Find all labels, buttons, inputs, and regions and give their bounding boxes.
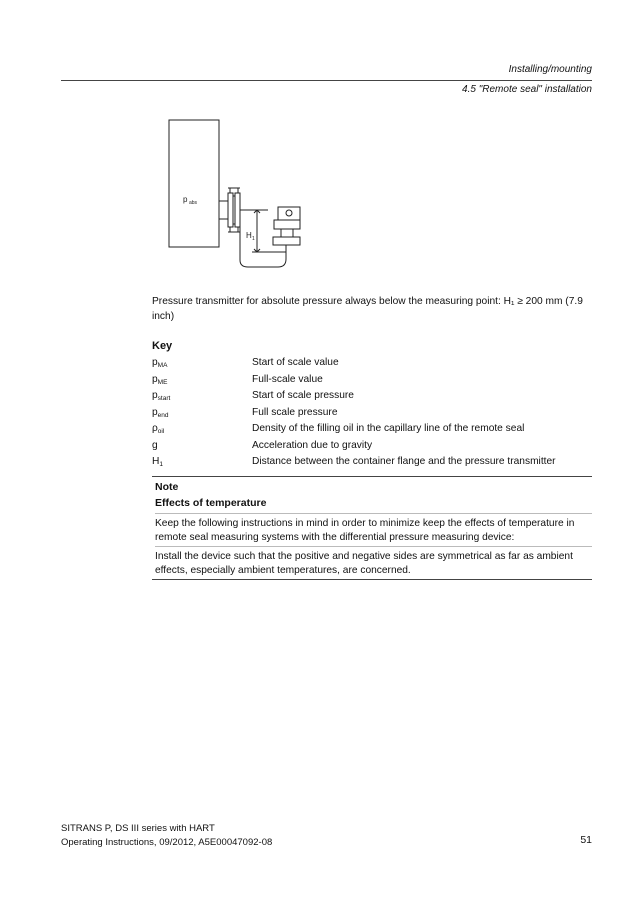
key-symbol: $p_{start}$ xyxy=(152,390,171,402)
key-row xyxy=(152,440,592,457)
header-section-title: Installing/mounting xyxy=(508,64,592,75)
key-symbol: $p_{MA}$ xyxy=(152,357,168,369)
note-divider xyxy=(155,546,592,547)
h1-label-sub: 1 xyxy=(252,236,255,242)
note-label: Note xyxy=(155,481,179,493)
key-symbol: $\rho_{oil}$ xyxy=(152,423,165,435)
key-row xyxy=(152,423,592,440)
key-description: Acceleration due to gravity xyxy=(252,439,373,451)
note-paragraph: Install the device such that the positive and negative sides are symmetrical as far as ambient effects, especially ambient temperatures, are concerned. xyxy=(155,551,573,576)
footer-product: SITRANS P, DS III series with HART xyxy=(61,823,215,834)
key-description: Density of the filling oil in the capillary line of the remote seal xyxy=(252,423,525,434)
note-top-rule xyxy=(152,476,592,477)
figure-caption: Pressure transmitter for absolute pressure always below the measuring point: H₁ ≥ 200 mm (7.9 inch) xyxy=(152,296,583,322)
key-description: Full scale pressure xyxy=(252,406,338,418)
key-symbol: $p_{end}$ xyxy=(152,406,169,419)
key-description: Start of scale value xyxy=(252,357,339,368)
key-description: Distance between the container flange and the pressure transmitter xyxy=(252,456,556,467)
key-row xyxy=(152,407,592,424)
remote-seal-installation-diagram xyxy=(160,115,310,270)
page-number: 51 xyxy=(580,834,592,846)
note-paragraph: Keep the following instructions in mind in order to minimize keep the effects of temperature in remote seal measuring systems with the differential pressure measuring device: xyxy=(155,518,575,543)
header-subsection-title: 4.5 "Remote seal" installation xyxy=(462,84,592,95)
key-row xyxy=(152,456,592,473)
note-heading: Effects of temperature xyxy=(155,497,267,509)
key-description: Full-scale value xyxy=(252,373,323,385)
footer-document-id: Operating Instructions, 09/2012, A5E00047092-08 xyxy=(61,837,273,848)
header-rule xyxy=(61,80,592,81)
key-title: Key xyxy=(152,340,173,352)
key-symbol: g xyxy=(152,439,158,451)
h1-label: H xyxy=(246,231,252,240)
pabs-label: p xyxy=(183,195,188,204)
note-bottom-rule xyxy=(152,579,592,580)
key-row xyxy=(152,357,592,374)
key-symbol: $H_1$ xyxy=(152,456,163,468)
key-description: Start of scale pressure xyxy=(252,390,354,401)
key-symbol: $p_{ME}$ xyxy=(152,373,168,386)
key-row xyxy=(152,390,592,407)
note-divider xyxy=(155,513,592,514)
key-list xyxy=(152,357,592,473)
pabs-label-sub: abs xyxy=(189,200,198,206)
key-row xyxy=(152,374,592,391)
